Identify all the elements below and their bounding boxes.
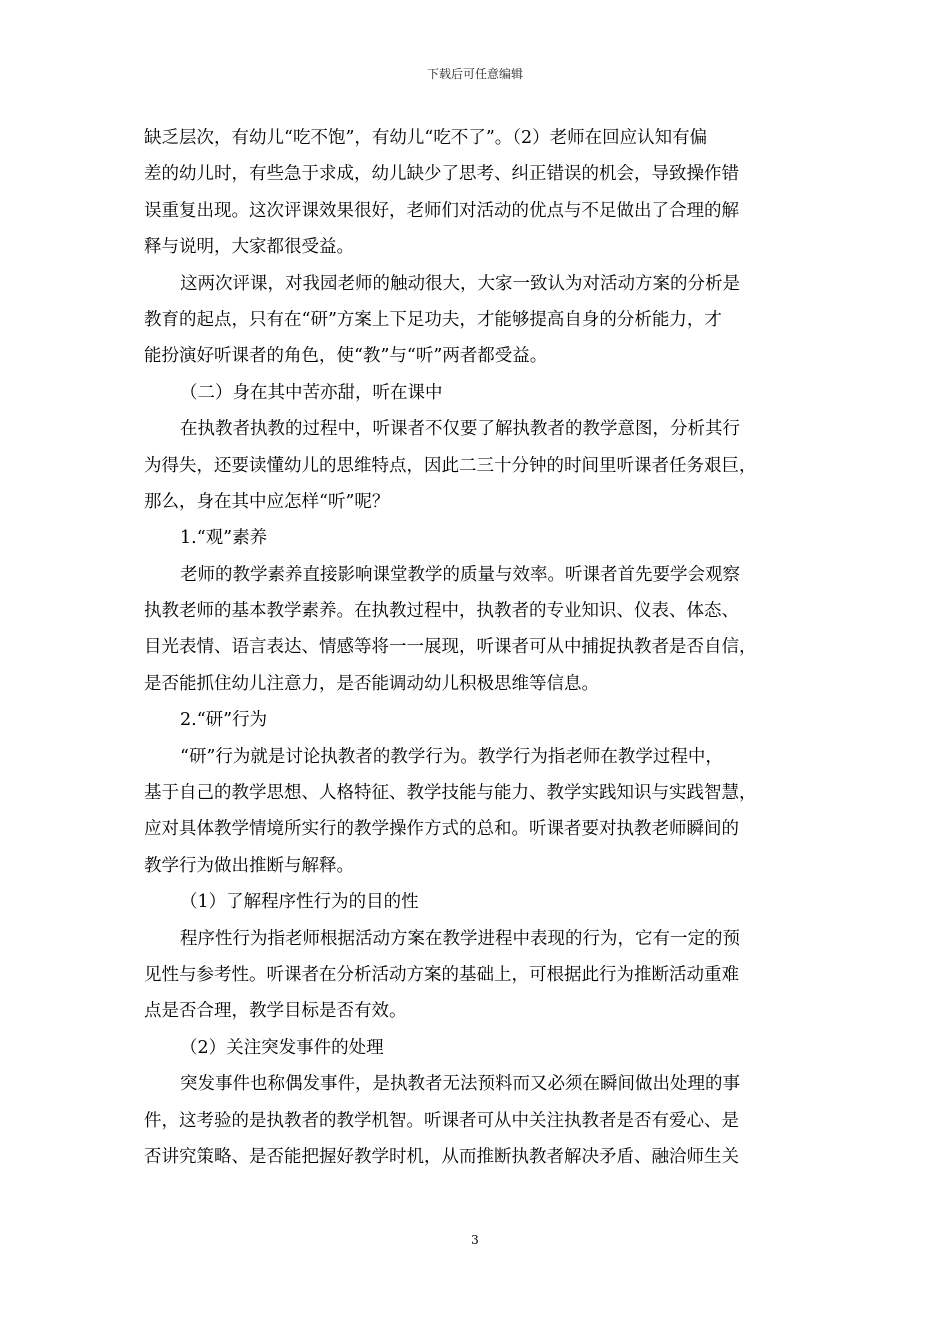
text-line: 目光表情、语言表达、情感等将一一展现，听课者可从中捕捉执教者是否自信， [144, 637, 757, 658]
document-body [144, 120, 808, 1175]
item-heading: （2）关注突发事件的处理 [180, 1037, 384, 1058]
subsection-heading: 1.“观”素养 [180, 528, 268, 549]
text-line: 释与说明，大家都很受益。 [144, 237, 354, 258]
text-line: 点是否合理，教学目标是否有效。 [144, 1001, 407, 1022]
text-line: 否讲究策略、是否能把握好教学时机，从而推断执教者解决矛盾、融洽师生关 [144, 1146, 739, 1167]
paragraph-first-line: 这两次评课，对我园老师的触动很大，大家一致认为对活动方案的分析是 [180, 273, 740, 294]
page-number: 3 [471, 1233, 479, 1247]
text-line: 基于自己的教学思想、人格特征、教学技能与能力、教学实践知识与实践智慧， [144, 783, 757, 804]
text-line: 缺乏层次，有幼儿“吃不饱”，有幼儿“吃不了”。（2）老师在回应认知有偏 [144, 128, 708, 148]
page-header: 下载后可任意编辑 [426, 67, 523, 81]
text-line: 应对具体教学情境所实行的教学操作方式的总和。听课者要对执教老师瞬间的 [144, 819, 739, 840]
text-line: 是否能抓住幼儿注意力，是否能调动幼儿积极思维等信息。 [144, 673, 599, 694]
text-line: 教育的起点，只有在“研”方案上下足功夫，才能够提高自身的分析能力，才 [144, 309, 722, 330]
paragraph-first-line: 在执教者执教的过程中，听课者不仅要了解执教者的教学意图，分析其行 [180, 419, 740, 440]
text-line: 执教老师的基本教学素养。在执教过程中，执教者的专业知识、仪表、体态、 [144, 601, 739, 622]
text-line: 为得失，还要读懂幼儿的思维特点，因此二三十分钟的时间里听课者任务艰巨， [144, 455, 757, 476]
subsection-heading: 2.“研”行为 [180, 710, 268, 731]
section-heading: （二）身在其中苦亦甜，听在课中 [180, 382, 443, 403]
text-line: 那么，身在其中应怎样“听”呢？ [144, 491, 390, 512]
paragraph-first-line: 老师的教学素养直接影响课堂教学的质量与效率。听课者首先要学会观察 [180, 564, 740, 585]
text-line: 教学行为做出推断与解释。 [144, 855, 354, 876]
item-heading: （1）了解程序性行为的目的性 [180, 892, 419, 913]
paragraph-first-line: 突发事件也称偶发事件，是执教者无法预料而又必须在瞬间做出处理的事 [180, 1074, 740, 1095]
text-line: 件，这考验的是执教者的教学机智。听课者可从中关注执教者是否有爱心、是 [144, 1110, 739, 1131]
paragraph-first-line: 程序性行为指老师根据活动方案在教学进程中表现的行为，它有一定的预 [180, 928, 740, 949]
text-line: 误重复出现。这次评课效果很好，老师们对活动的优点与不足做出了合理的解 [144, 200, 739, 221]
text-line: 能扮演好听课者的角色，使“教”与“听”两者都受益。 [144, 346, 548, 367]
text-line: 见性与参考性。听课者在分析活动方案的基础上，可根据此行为推断活动重难 [144, 964, 739, 985]
paragraph-first-line: “研”行为就是讨论执教者的教学行为。教学行为指老师在教学过程中， [180, 746, 723, 767]
text-line: 差的幼儿时，有些急于求成，幼儿缺少了思考、纠正错误的机会，导致操作错 [144, 164, 739, 185]
